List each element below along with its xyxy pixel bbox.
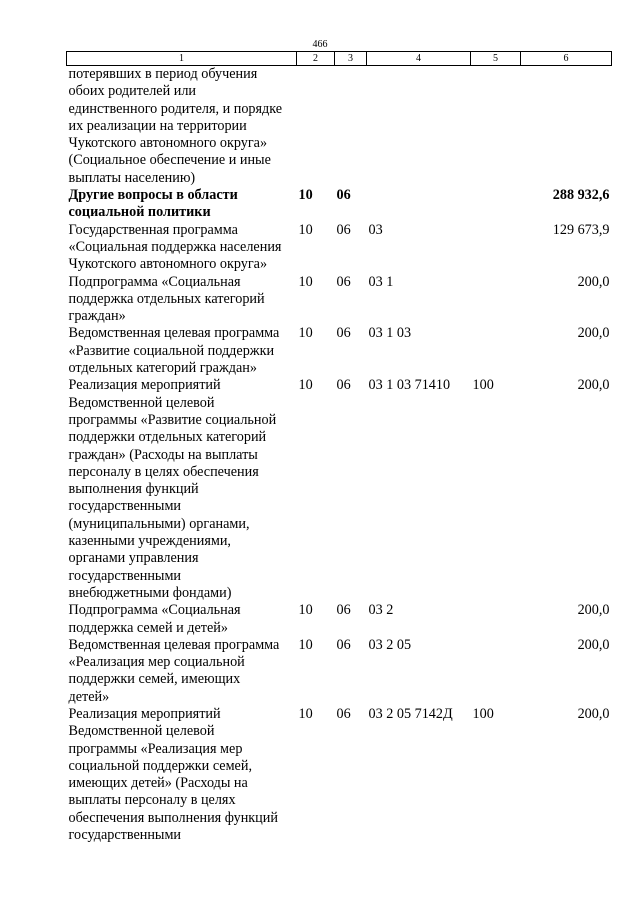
item-name-line: поддержка семей и детей» — [68, 619, 228, 636]
amount-cell: 200,0 — [577, 602, 610, 619]
item-name-line: отдельных категорий граждан» — [68, 360, 257, 377]
expense-type-cell — [471, 66, 521, 188]
item-name-line: поддержки семей, имеющих — [68, 671, 241, 688]
target-article-cell: 03 1 — [368, 273, 394, 290]
subsection-code-cell: 06 — [336, 273, 351, 290]
item-name-line: государственными — [68, 567, 182, 584]
item-name-line: Чукотского автономного округа» — [68, 256, 268, 273]
section-code-cell: 10 — [298, 636, 313, 653]
item-name-line: граждан» (Расходы на выплаты — [68, 446, 258, 463]
amount-cell: 200,0 — [577, 377, 610, 394]
section-code-cell: 10 — [298, 273, 313, 290]
expense-type-cell — [471, 637, 521, 706]
item-name-cell — [67, 325, 297, 377]
item-name-line: Государственная программа — [68, 221, 238, 238]
item-name-line: «Реализация мер социальной — [68, 654, 245, 671]
item-name-line: социальной поддержки семей, — [68, 757, 252, 774]
item-name-line: Ведомственной целевой — [68, 723, 215, 740]
column-header: 6 — [521, 52, 612, 66]
item-name-line: единственного родителя, и порядке — [68, 100, 283, 117]
item-name-line: программы «Реализация мер — [68, 740, 243, 757]
item-name-cell — [67, 637, 297, 706]
item-name-line: потерявших в период обучения — [68, 66, 258, 82]
item-name-line: детей» — [68, 688, 110, 705]
item-name-cell — [67, 377, 297, 602]
target-article-cell: 03 1 03 71410 — [368, 377, 451, 394]
item-name-line: социальной политики — [68, 204, 211, 221]
expense-type-cell: 100 — [472, 705, 494, 722]
item-name-line: Ведомственная целевая программа — [68, 325, 280, 342]
section-code-cell — [297, 66, 335, 188]
expense-type-cell — [471, 274, 521, 326]
section-code-cell: 10 — [298, 602, 313, 619]
column-header: 2 — [297, 52, 335, 66]
item-name-cell — [67, 706, 297, 844]
item-name-line: их реализации на территории — [68, 117, 247, 134]
target-article-cell: 03 1 03 — [368, 325, 412, 342]
item-name-cell — [67, 602, 297, 637]
subsection-code-cell: 06 — [336, 187, 351, 204]
section-code-cell: 10 — [298, 325, 313, 342]
item-name-cell — [67, 274, 297, 326]
target-article-cell: 03 — [368, 221, 383, 238]
table-row — [67, 706, 612, 844]
item-name-line: Реализация мероприятий — [68, 705, 221, 722]
column-number-row — [67, 52, 612, 66]
subsection-code-cell: 06 — [336, 221, 351, 238]
item-name-line: казенными учреждениями, — [68, 533, 231, 550]
section-code-cell: 10 — [298, 705, 313, 722]
amount-cell — [521, 66, 612, 188]
item-name-line: персоналу в целях обеспечения — [68, 463, 259, 480]
item-name-line: (муниципальными) органами, — [68, 515, 250, 532]
item-name-line: обеспечения выполнения функций — [68, 809, 278, 826]
item-name-line: поддержки отдельных категорий — [68, 429, 267, 446]
section-code-cell: 10 — [298, 187, 313, 204]
item-name-line: органами управления — [68, 550, 199, 567]
item-name-line: выплаты персоналу в целях — [68, 792, 236, 809]
subsection-code-cell: 06 — [336, 377, 351, 394]
item-name-cell — [67, 222, 297, 274]
subsection-code-cell: 06 — [336, 325, 351, 342]
item-name-line: Реализация мероприятий — [68, 377, 221, 394]
target-article-cell: 03 2 05 — [368, 636, 412, 653]
item-name-line: выполнения функций — [68, 481, 199, 498]
target-article-cell: 03 2 — [368, 602, 394, 619]
expense-type-cell — [471, 187, 521, 222]
subsection-code-cell: 06 — [336, 705, 351, 722]
amount-cell: 200,0 — [577, 705, 610, 722]
item-name-line: выплаты населению) — [68, 169, 196, 186]
item-name-line: Ведомственная целевая программа — [68, 636, 280, 653]
table-row — [67, 377, 612, 602]
item-name-line: поддержка отдельных категорий — [68, 290, 265, 307]
table-row — [67, 66, 612, 188]
section-code-cell: 10 — [298, 221, 313, 238]
item-name-line: (Социальное обеспечение и иные — [68, 152, 271, 169]
subsection-code-cell — [335, 66, 367, 188]
item-name-line: государственными — [68, 827, 182, 844]
section-code-cell: 10 — [298, 377, 313, 394]
expense-type-cell: 100 — [472, 377, 494, 394]
budget-table — [66, 51, 612, 844]
column-header: 3 — [335, 52, 367, 66]
item-name-line: программы «Развитие социальной — [68, 411, 277, 428]
target-article-cell — [367, 66, 471, 188]
item-name-line: внебюджетными фондами) — [68, 584, 232, 601]
amount-cell: 288 932,6 — [552, 187, 610, 204]
expense-type-cell — [471, 325, 521, 377]
column-header: 4 — [367, 52, 471, 66]
table-row — [67, 187, 612, 222]
column-header: 1 — [67, 52, 297, 66]
amount-cell: 129 673,9 — [552, 221, 610, 238]
amount-cell: 200,0 — [577, 325, 610, 342]
item-name-line: обоих родителей или — [68, 83, 197, 100]
expense-type-cell — [471, 222, 521, 274]
target-article-cell — [367, 187, 471, 222]
item-name-line: Ведомственной целевой — [68, 394, 215, 411]
item-name-line: Подпрограмма «Социальная — [68, 602, 241, 619]
item-name-cell — [67, 66, 297, 188]
item-name-line: граждан» — [68, 308, 126, 325]
amount-cell: 200,0 — [577, 636, 610, 653]
item-name-cell — [67, 187, 297, 222]
item-name-line: имеющих детей» (Расходы на — [68, 775, 248, 792]
table-row — [67, 222, 612, 274]
table-row — [67, 602, 612, 637]
item-name-line: «Развитие социальной поддержки — [68, 342, 275, 359]
item-name-line: Другие вопросы в области — [68, 187, 238, 204]
expense-type-cell — [471, 602, 521, 637]
table-row — [67, 274, 612, 326]
table-row — [67, 325, 612, 377]
item-name-line: государственными — [68, 498, 182, 515]
page-number: 466 — [312, 39, 328, 50]
subsection-code-cell: 06 — [336, 636, 351, 653]
column-header: 5 — [471, 52, 521, 66]
subsection-code-cell: 06 — [336, 602, 351, 619]
item-name-line: Подпрограмма «Социальная — [68, 273, 241, 290]
item-name-line: Чукотского автономного округа» — [68, 135, 268, 152]
amount-cell: 200,0 — [577, 273, 610, 290]
item-name-line: «Социальная поддержка населения — [68, 238, 282, 255]
target-article-cell: 03 2 05 7142Д — [368, 705, 453, 722]
table-row — [67, 637, 612, 706]
